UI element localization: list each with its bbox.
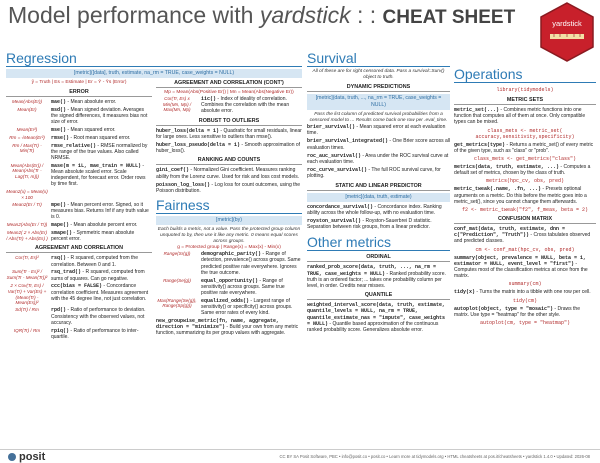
- fairness-heading: Fairness: [156, 197, 302, 214]
- yardstick-hex-logo: [540, 2, 594, 62]
- description: - Mean squared error.: [66, 127, 116, 133]
- formula: Mean(Abs(Er)) / Mean(Abs(Tr - Lag(Tr, m))): [10, 162, 44, 179]
- description: - R squared, computed from sums of squares. Can go negative.: [51, 269, 145, 282]
- formula-row: [6, 143, 152, 162]
- function-name: rmse_relative(): [51, 142, 97, 149]
- function-name: rmse(): [51, 134, 70, 141]
- formula-row: [6, 269, 152, 281]
- fairness-signature: [metric](by): [156, 216, 302, 225]
- agreement-heading: AGREEMENT AND CORRELATION: [6, 245, 152, 253]
- description: - Area under the ROC survival curve at each evaluation time.: [307, 152, 449, 166]
- operations-heading: Operations: [454, 66, 596, 83]
- function-name: autoplot(object, type = "mosaic"): [454, 305, 554, 312]
- function-name: mpe(): [51, 201, 67, 208]
- regression-signature: [metric]([data], truth, estimate, na_rm = TRUE, case_weights = NULL): [6, 69, 302, 78]
- function-name: metric_set(...): [454, 107, 500, 113]
- formula-row: [6, 202, 152, 221]
- function-name: huber_loss(delta = 1): [156, 127, 220, 134]
- function-name: royston_survival(): [307, 218, 362, 225]
- groupwise-fn: new_groupwise_metric(fn, name, aggregate, direction = "minimize"): [156, 318, 280, 331]
- function-desc: [51, 328, 152, 340]
- formula: Rm / Max(Tr) - Min(Tr): [12, 142, 42, 154]
- agreement-cont-legend: Mp = Mean(Abs(Positive Er)) | Mn = Mean(Abs(Negative Er)): [164, 90, 294, 95]
- formula: Cor(Tr, Es) x Min(Mn, Mp) / Max(Mn, Mp): [162, 96, 192, 113]
- function-desc: [51, 143, 152, 162]
- confusion-heading: CONFUSION MATRIX: [454, 216, 596, 224]
- dynamic-heading: DYNAMIC PREDICTIONS: [307, 84, 450, 92]
- function-item: [307, 218, 450, 230]
- description: - Returns a metric_set() of every metric of the given type, such as "class" or "prob".: [454, 141, 594, 154]
- formula-row: [156, 96, 302, 115]
- regression-left: [6, 80, 152, 342]
- function-name: conf_mat(data, truth, estimate, dnn = c("Prediction", "Truth")): [454, 226, 566, 239]
- other-heading: Other metrics: [307, 234, 450, 251]
- description: - The full ROC survival curve, for plotting.: [307, 167, 441, 180]
- function-item: [454, 164, 596, 176]
- formula: Mean(Er²): [16, 127, 38, 132]
- groupwise-metric-item: [156, 318, 302, 337]
- code-example: cm <- conf_mat(hpc_cv, obs, pred): [475, 246, 575, 253]
- description: - Mean squared error at each evaluation time.: [307, 124, 446, 137]
- function-name: ranked_prob_score(data, truth, ..., na_rm = TRUE, case_weights = NULL): [307, 264, 437, 277]
- formula-row: [156, 278, 302, 297]
- function-desc: [201, 251, 302, 276]
- function-desc: [51, 189, 152, 200]
- formula-row: [6, 135, 152, 141]
- function-name: rsq_trad(): [51, 269, 82, 276]
- quantile-heading: QUANTILE: [307, 292, 450, 300]
- code-example: class_mets <- metric_set( accuracy,sensitivity,specificity): [475, 127, 575, 140]
- posit-brand: posit: [19, 451, 46, 463]
- function-item: [156, 182, 302, 194]
- function-name: smape(): [51, 229, 73, 236]
- description: - Mean percent error. Signed, so it measures bias. Returns Inf if any truth value is 0.: [51, 201, 149, 221]
- description: - Ratio of performance to inter-quartile.: [51, 327, 139, 340]
- formula-row: [6, 230, 152, 242]
- groupwise-desc: - Build your own from any metric function, summarizing its per group values with aggregate.: [156, 324, 299, 337]
- formula-row: [6, 163, 152, 188]
- code-example: f2 <- metric_tweak("f2", f_meas, beta = 2): [461, 207, 589, 214]
- function-name: gini_coef(): [156, 167, 190, 174]
- regression-heading: Regression: [6, 50, 302, 67]
- function-name: rsq(): [51, 255, 67, 262]
- function-item: [156, 128, 302, 140]
- robust-heading: ROBUST TO OUTLIERS: [156, 118, 302, 126]
- description: - Normalized Gini coefficient. Measures ranking ability from the Lorenz curve. Used for risk and loss cost models.: [156, 167, 300, 180]
- function-name: equal_opportunity(): [201, 277, 259, 284]
- function-item: [454, 186, 596, 205]
- footer-text: CC BY SA Posit Software, PBC • info@posit.co • posit.co • Learn more at tidymodels.org • HTML cheatsheets at pos.it/cheatsheets • yardstick 1.4.0 • Updated: 2026-08: [279, 454, 590, 459]
- function-item: [307, 124, 450, 136]
- function-name: brier_survival_integrated(): [307, 138, 389, 145]
- formula-row: [6, 328, 152, 340]
- static-signature: [metric](data, truth, estimate): [307, 193, 450, 202]
- description: - Log loss for count outcomes, using the Poisson distribution.: [156, 181, 301, 195]
- description: - Ratio of performance to deviation. Consistency with the observed values, not accuracy.: [51, 307, 146, 326]
- formula-row: [6, 99, 152, 105]
- function-name: poisson_log_loss(): [156, 181, 211, 188]
- formula: Max(Range(Se(g)), Range(Sp(g))): [157, 297, 197, 309]
- regression-right: [156, 80, 302, 342]
- function-desc: [201, 278, 302, 297]
- code-example: autoplot(cm, type = "heatmap"): [479, 320, 570, 327]
- description: - Largest range of sensitivity() or specificity() across groups. Same error rates of every kind.: [201, 297, 293, 317]
- function-name: roc_curve_survival(): [307, 167, 368, 174]
- function-desc: [51, 163, 152, 188]
- code-example: summary(cm): [508, 281, 542, 288]
- function-item: [156, 142, 302, 154]
- function-name: equalized_odds(): [201, 297, 250, 304]
- description: - Mean signed deviation. Averages the signed differences, it measures bias not size of error.: [51, 106, 148, 126]
- function-desc: [201, 96, 302, 115]
- function-name: metrics(data, truth, estimate, ...): [454, 164, 560, 171]
- formula: Sd(Tr) / Rm: [15, 307, 39, 313]
- formula: IQR(Tr) / Rm: [13, 327, 41, 333]
- regression-legend: ŷ = Truth | Es = Estimate | Er = Ŷ - Ŷs (Error): [31, 80, 127, 85]
- function-item: [307, 167, 450, 179]
- formula: Mean2(Abs(Er / Tr)): [6, 222, 48, 228]
- function-item: [307, 153, 450, 165]
- code-example: tidy(cm): [512, 297, 537, 304]
- description: - Ranked probability score. truth is an ordered factor; ... takes one probability column per level, in order. Credits near misses.: [307, 270, 446, 290]
- fairness-note: Each builds a metric, not a value. Pass the protected group column unquoted to by, then use it like any metric. 0 means equal scores across groups.: [157, 227, 301, 245]
- fairness-legend: g = Protected group | Range(x) = Max(x) - Min(x): [177, 245, 281, 251]
- description: - Computes most of the classification metrics at once from the matrix.: [454, 260, 588, 280]
- function-item: [307, 138, 450, 150]
- formula: Mean2(Er / Tr): [12, 201, 42, 207]
- function-name: demographic_parity(): [201, 251, 262, 258]
- function-desc: [201, 298, 302, 317]
- formula-row: [6, 222, 152, 228]
- description: - Quantile based approximation of the continuous ranked probability score. Generalizes absolute error.: [307, 320, 439, 334]
- formula-row: [6, 127, 152, 133]
- formula: Mean2(x) = Mean(x) × 100: [6, 189, 48, 200]
- function-name: summary(object, prevalence = NULL, beta = 1, estimator = NULL, event_level = "first"): [454, 254, 587, 267]
- function-name: rpd(): [51, 307, 67, 314]
- function-item: [454, 226, 596, 245]
- formula: Rm = √Mean(Er²): [9, 134, 45, 140]
- formula: Cor(Tr, Es)²: [15, 255, 39, 261]
- error-heading: ERROR: [6, 89, 152, 97]
- function-desc: [51, 230, 152, 242]
- formula: 2 × Cov(Tr, Es) / Var(Tr) + Var(Es) + (Mean(Tr) - Mean(Es))²: [7, 283, 47, 306]
- function-desc: [51, 99, 152, 105]
- ordinal-heading: ORDINAL: [307, 254, 450, 262]
- description: - Range of sensitivity() across groups. Same true positive rate everywhere.: [201, 277, 285, 297]
- description: - Mean absolute error.: [66, 99, 117, 105]
- description: - Turns the matrix into a tibble with one row per cell.: [475, 289, 591, 296]
- function-desc: [51, 222, 152, 228]
- function-item: [454, 306, 596, 318]
- function-desc: [51, 135, 152, 141]
- function-name: mse(): [51, 127, 67, 133]
- description: - One Brier score across all evaluation times.: [307, 138, 450, 151]
- description: - Combines metric functions into one function that computes all of them at once. Only compatible types can be mixed.: [454, 107, 586, 126]
- formula-row: [6, 307, 152, 326]
- description: - Cross tabulates observed and predicted classes.: [454, 232, 591, 245]
- formula-row: [6, 283, 152, 305]
- function-name: huber_loss_pseudo(delta = 1): [156, 142, 241, 149]
- function-desc: [51, 269, 152, 281]
- formula-row: [156, 298, 302, 317]
- title-main: Model performance with: [8, 2, 254, 28]
- function-name: mape(): [51, 222, 70, 229]
- function-desc: [51, 127, 152, 133]
- formula: Range(Se(g)): [163, 277, 191, 283]
- function-item: [307, 302, 450, 333]
- static-heading: STATIC AND LINEAR PREDICTOR: [307, 183, 450, 191]
- function-item: [307, 204, 450, 216]
- function-item: [454, 255, 596, 280]
- function-item: [454, 107, 596, 126]
- function-name: mase(m = 1L, mae_train = NULL): [51, 162, 142, 169]
- formula-row: [6, 255, 152, 267]
- function-name: brier_survival(): [307, 124, 356, 130]
- function-desc: [51, 283, 152, 305]
- function-item: [454, 142, 596, 154]
- formula: Range(Sr(g)): [163, 251, 191, 257]
- formula: Mean(Er): [17, 106, 37, 112]
- description: - Concordance correlation coefficient. Measures agreement with the 45 degree line, not just correlation.: [51, 283, 149, 302]
- description: - Concordance index. Ranking ability across the whole follow-up, with no evaluation time.: [307, 203, 442, 216]
- function-name: weighted_interval_score(data, truth, estimate, quantile_levels = NULL, na_rm = TRUE, quantile_estimate_nas = "impute", case_weights = NULL): [307, 302, 446, 327]
- posit-logo: [8, 451, 45, 463]
- dynamic-note: Pass the list column of predicted survival probabilities from a censored model to ... Results come back one row per .eval_time.: [309, 112, 448, 123]
- svg-text:yardstick: yardstick: [552, 19, 582, 28]
- function-name: get_metrics(type): [454, 141, 506, 148]
- formula-row: [156, 251, 302, 276]
- posit-logo-icon: [8, 453, 16, 461]
- description: - Mean absolute percent error.: [69, 222, 138, 229]
- code-example: class_mets <- get_metrics("class"): [473, 156, 577, 163]
- survival-heading: Survival: [307, 50, 450, 67]
- function-desc: [51, 307, 152, 326]
- description: - Range of detection, prevalence() across groups. Same predicted positive rate everywhere. Ignores the true outcome.: [201, 251, 301, 276]
- description: - Symmetric mean absolute percent error.: [51, 229, 135, 243]
- function-name: msd(): [51, 106, 67, 113]
- dynamic-signature: [metric](data, truth, ..., na_rm = TRUE, case_weights = NULL): [307, 94, 450, 110]
- function-name: iic(): [201, 96, 217, 102]
- description: - Index of ideality of correlation. Combines the correlation with the mean absolute error.: [201, 96, 290, 115]
- agreement-cont-heading: AGREEMENT AND CORRELATION (CONT'): [156, 80, 302, 88]
- function-item: [454, 289, 596, 295]
- function-desc: [51, 202, 152, 221]
- metric-sets-heading: METRIC SETS: [454, 97, 596, 105]
- function-name: ccc(bias = FALSE): [51, 283, 103, 290]
- description: - R squared, computed from the correlation. Between 0 and 1.: [51, 255, 138, 268]
- description: - Smooth approximation of huber_loss().: [156, 142, 301, 155]
- survival-column: [307, 50, 450, 335]
- function-desc: [51, 107, 152, 126]
- function-name: mae(): [51, 99, 67, 105]
- regression-column: [6, 50, 302, 342]
- operations-column: [454, 66, 596, 328]
- formula: Mean(Abs(Er)): [11, 99, 43, 104]
- description: - Quadratic for small residuals, linear for large ones. Less sensitive to outliers than rmse().: [156, 127, 302, 140]
- title-sep: : :: [356, 2, 377, 28]
- title-pkg: yardstick: [259, 2, 351, 28]
- footer: [0, 449, 600, 463]
- description: - Computes a default set of metrics, chosen by the class of truth.: [454, 164, 591, 177]
- formula: Sum(Tr - Es)² / Sum(Tr - Mean(Tr))²: [6, 269, 48, 280]
- function-item: [156, 167, 302, 179]
- library-code: library(tidymodels): [496, 87, 554, 93]
- description: - Draws the matrix. Use type = "heatmap" for the other style.: [454, 305, 580, 318]
- description: - Root mean squared error.: [69, 134, 131, 141]
- description: - RMSE normalized by the range of the true values. Also called NRMSE.: [51, 142, 148, 161]
- formula: Mean2( 2 × Abs(Er) / Abs(Tr) + Abs(Es) ): [6, 229, 48, 241]
- formula-row: [6, 107, 152, 126]
- code-example: metrics(hpc_cv, obs, pred): [485, 178, 564, 185]
- function-name: rpiq(): [51, 327, 70, 334]
- function-desc: [51, 255, 152, 267]
- formula-row: [6, 189, 152, 200]
- survival-note: All of these are for right censored data. Pass a survival::Surv() object to truth.: [312, 69, 445, 80]
- function-item: [307, 264, 450, 289]
- description: - Presets optional arguments on a metric. Do this before the metric goes into a metric_set(), since you cannot change them afterwards.: [454, 186, 587, 205]
- function-name: tidy(x): [454, 289, 476, 296]
- function-name: metric_tweak(.name, .fn, ...): [454, 186, 542, 193]
- function-name: roc_auc_survival(): [307, 152, 362, 159]
- function-name: concordance_survival(): [307, 203, 374, 210]
- title-suffix: CHEAT SHEET: [382, 7, 516, 28]
- description: - Mean absolute scaled error. Scale independent, for forecast error. Order rows by time first.: [51, 162, 146, 188]
- page-title: [8, 2, 515, 29]
- ranking-heading: RANKING AND COUNTS: [156, 157, 302, 165]
- description: - Royston-Sauerbrei D statistic. Separation between risk groups, from a linear predictor.: [307, 218, 432, 231]
